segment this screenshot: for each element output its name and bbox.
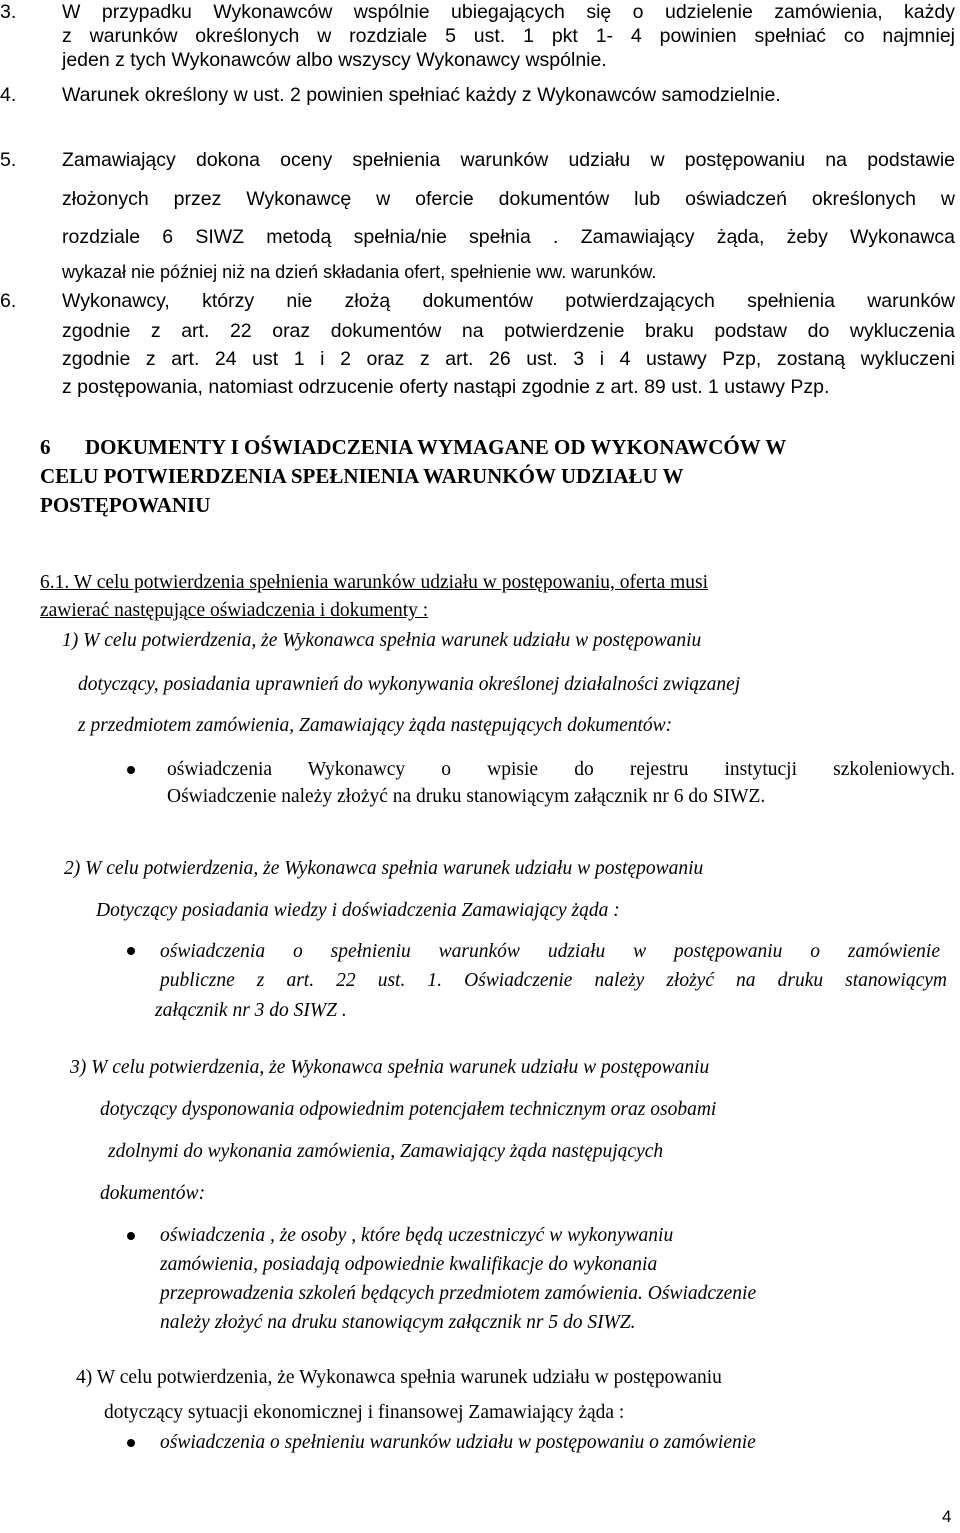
requirement-3-line: zdolnymi do wykonania zamówienia, Zamawiający żąda następujących [108,1141,664,1162]
requirement-2-line: 2) W celu potwierdzenia, że Wykonawca spełnia warunek udziału w postępowaniu [64,858,704,879]
item-3-line: jeden z tych Wykonawców albo wszyscy Wykonawcy wspólnie. [62,49,607,71]
item-5-number: 5. [0,149,17,171]
item-6-line: Wykonawcy, którzy nie złożą dokumentów potwierdzających spełnienia warunków [62,290,955,312]
requirement-1-bullet-line: oświadczenia Wykonawcy o wpisie do rejestru instytucji szkoleniowych. [167,759,955,780]
item-3-line: z warunków określonych w rozdziale 5 ust. 1 pkt 1- 4 powinien spełniać co najmniej [62,25,955,47]
requirement-3-line: 3) W celu potwierdzenia, że Wykonawca spełnia warunek udziału w postępowaniu [70,1057,710,1078]
item-3-line: W przypadku Wykonawców wspólnie ubiegających się o udzielenie zamówienia, każdy [62,1,955,23]
requirement-2-bullet-line: publiczne z art. 22 ust. 1. Oświadczenie należy złożyć na druku stanowiącym [160,970,947,991]
item-6-number: 6. [0,290,17,312]
item-6-line: zgodnie z art. 24 ust 1 i 2 oraz z art. 26 ust. 3 i 4 ustawy Pzp, zostaną wykluczeni [62,348,955,370]
requirement-2-line: Dotyczący posiadania wiedzy i doświadczenia Zamawiający żąda : [96,900,620,921]
requirement-1-line: 1) W celu potwierdzenia, że Wykonawca spełnia warunek udziału w postępowaniu [62,630,702,651]
requirement-1-bullet-line: Oświadczenie należy złożyć na druku stanowiącym załącznik nr 6 do SIWZ. [167,786,766,807]
item-5-line: wykazał nie później niż na dzień składania ofert, spełnienie ww. warunków. [62,262,657,282]
requirement-2-bullet-line: oświadczenia o spełnieniu warunków udziału w postępowaniu o zamówienie [160,941,940,962]
requirement-3-line: dotyczący dysponowania odpowiednim potencjałem technicznym oraz osobami [100,1099,717,1120]
bullet-icon [127,766,135,774]
section-6-number: 6 [40,435,51,459]
bullet-icon [127,1439,135,1447]
item-6-line: zgodnie z art. 22 oraz dokumentów na potwierdzenie braku podstaw do wykluczenia [62,320,955,342]
item-5-line: złożonych przez Wykonawcę w ofercie dokumentów lub oświadczeń określonych w [62,188,955,210]
paragraph-6-1-line: zawierać następujące oświadczenia i dokumenty : [40,600,429,621]
requirement-4-bullet-line: oświadczenia o spełnieniu warunków udziału w postępowaniu o zamówienie [160,1432,756,1453]
requirement-1-line: dotyczący, posiadania uprawnień do wykonywania określonej działalności związanej [78,674,741,695]
item-3-number: 3. [0,1,17,23]
requirement-3-line: dokumentów: [100,1183,206,1204]
requirement-4-line: dotyczący sytuacji ekonomicznej i finansowej Zamawiający żąda : [104,1402,625,1423]
requirement-3-bullet-line: należy złożyć na druku stanowiącym załącznik nr 5 do SIWZ. [160,1312,636,1333]
requirement-1-line: z przedmiotem zamówienia, Zamawiający żąda następujących dokumentów: [78,715,673,736]
item-6-line: z postępowania, natomiast odrzucenie oferty nastąpi zgodnie z art. 89 ust. 1 ustawy Pzp. [62,376,830,398]
paragraph-6-1-line: 6.1. W celu potwierdzenia spełnienia warunków udziału w postępowaniu, oferta musi [40,572,709,593]
item-5-line: Zamawiający dokona oceny spełnienia warunków udziału w postępowaniu na podstawie [62,149,955,171]
requirement-4-line: 4) W celu potwierdzenia, że Wykonawca spełnia warunek udziału w postępowaniu [76,1367,722,1388]
requirement-3-bullet-line: zamówienia, posiadają odpowiednie kwalifikacje do wykonania [160,1254,658,1275]
section-6-title-line: DOKUMENTY I OŚWIADCZENIA WYMAGANE OD WYKONAWCÓW W [85,435,787,459]
item-4-number: 4. [0,84,17,106]
section-6-title-line: CELU POTWIERDZENIA SPEŁNIENIA WARUNKÓW UDZIAŁU W [40,464,684,488]
section-6-title-line: POSTĘPOWANIU [40,493,211,517]
requirement-3-bullet-line: oświadczenia , że osoby , które będą uczestniczyć w wykonywaniu [160,1225,674,1246]
page-number: 4 [942,1507,952,1526]
item-4-line: Warunek określony w ust. 2 powinien spełniać każdy z Wykonawców samodzielnie. [62,84,781,106]
requirement-2-bullet-line: załącznik nr 3 do SIWZ . [155,1000,347,1021]
bullet-icon [127,947,135,955]
item-5-line: rozdziale 6 SIWZ metodą spełnia/nie spełnia . Zamawiający żąda, żeby Wykonawca [62,226,955,248]
bullet-icon [127,1232,135,1240]
requirement-3-bullet-line: przeprowadzenia szkoleń będących przedmiotem zamówienia. Oświadczenie [160,1283,757,1304]
